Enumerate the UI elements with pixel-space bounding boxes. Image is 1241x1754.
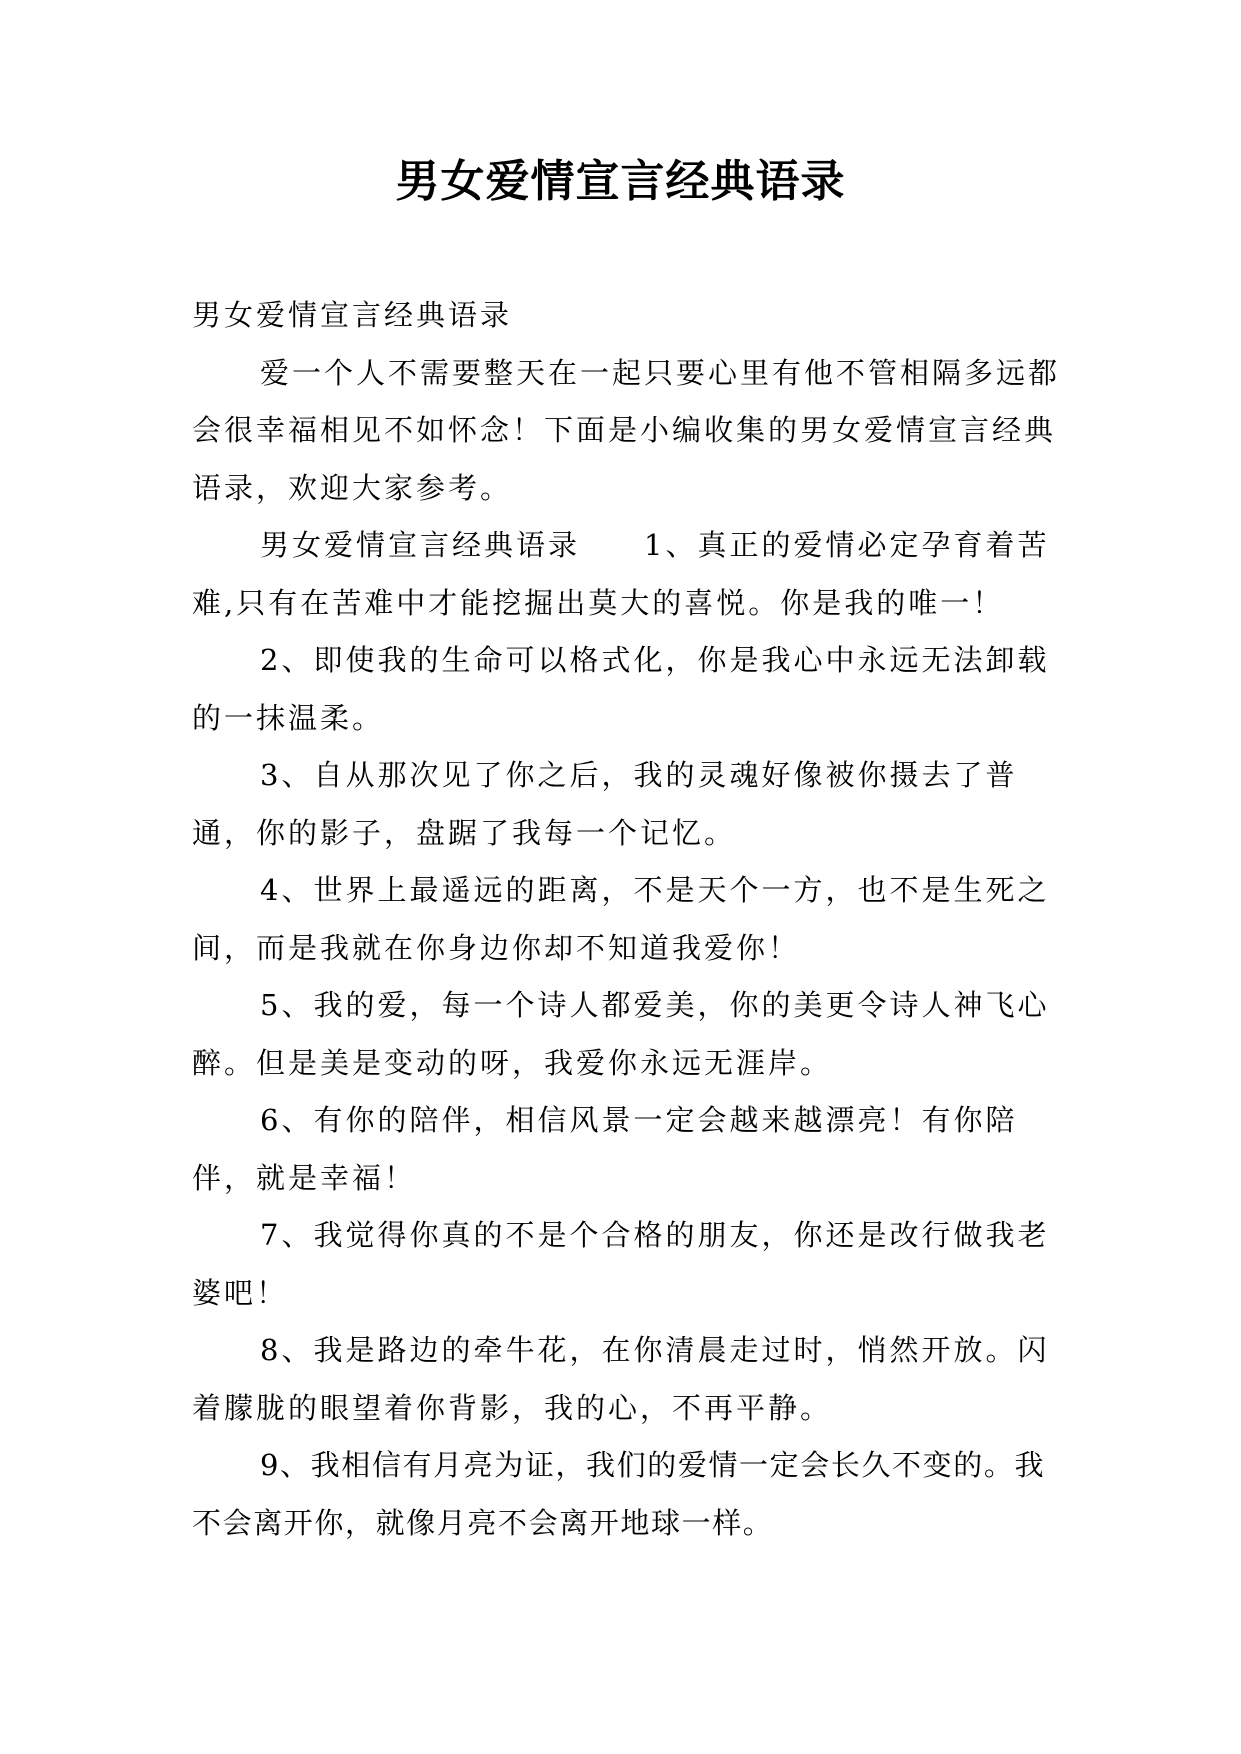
document-title: 男女爱情宣言经典语录 (395, 156, 846, 207)
document-body (192, 287, 1062, 1552)
quote-paragraph-2: 2、即使我的生命可以格式化，你是我心中永远无法卸载的一抹温柔。 (192, 643, 1050, 735)
quote-paragraph-8: 8、我是路边的牵牛花，在你清晨走过时，悄然开放。闪着朦胧的眼望着你背影，我的心，不再平静。 (192, 1333, 1050, 1425)
intro-paragraph: 爱一个人不需要整天在一起只要心里有他不管相隔多远都会很幸福相见不如怀念！下面是小编收集的男女爱情宣言经典语录，欢迎大家参考。 (192, 355, 1061, 505)
quote-paragraph-5: 5、我的爱，每一个诗人都爱美，你的美更令诗人神飞心醉。但是美是变动的呀，我爱你永远无涯岸。 (192, 988, 1050, 1080)
quote-paragraph-4: 4、世界上最遥远的距离，不是天个一方，也不是生死之间，而是我就在你身边你却不知道我爱你！ (192, 873, 1050, 965)
quote-paragraph-3: 3、自从那次见了你之后，我的灵魂好像被你摄去了普通，你的影子，盘踞了我每一个记忆。 (192, 758, 1018, 850)
quote-paragraph-9: 9、我相信有月亮为证，我们的爱情一定会长久不变的。我不会离开你，就像月亮不会离开地球一样。 (192, 1448, 1046, 1540)
quote-paragraph-6: 6、有你的陪伴，相信风景一定会越来越漂亮！有你陪伴，就是幸福！ (192, 1103, 1018, 1195)
quote-paragraph-7: 7、我觉得你真的不是个合格的朋友，你还是改行做我老婆吧！ (192, 1218, 1050, 1310)
document-subtitle: 男女爱情宣言经典语录 (192, 298, 513, 332)
quote-paragraph-1: 男女爱情宣言经典语录 1、真正的爱情必定孕育着苦难,只有在苦难中才能挖掘出莫大的喜悦。你是我的唯一！ (192, 528, 1050, 620)
